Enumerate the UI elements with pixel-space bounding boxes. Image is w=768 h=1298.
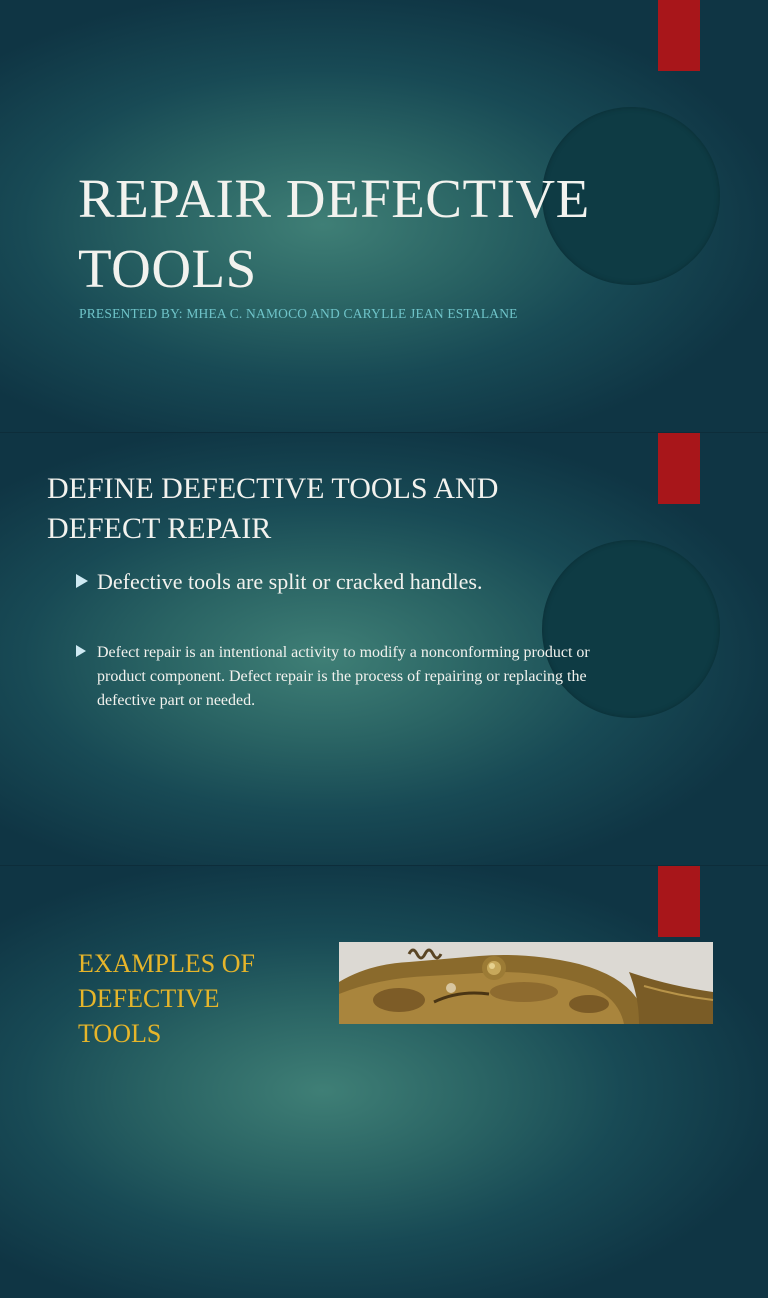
bullet-text: Defect repair is an intentional activity to modify a nonconforming product or product component. Defect repair is the process of repairing or replacing the defective part or needed. [97, 644, 590, 709]
bullet-item [76, 641, 617, 713]
presenters-subtitle: PRESENTED BY: MHEA C. NAMOCO AND CARYLLE JEAN ESTALANE [79, 306, 518, 321]
bullet-list [76, 567, 616, 713]
triangle-bullet-icon [76, 574, 88, 588]
bullet-text: Defective tools are split or cracked handles. [97, 569, 483, 594]
slide-title: REPAIR DEFECTIVE TOOLS [78, 168, 590, 299]
triangle-bullet-icon [76, 645, 86, 657]
slide-heading: DEFINE DEFECTIVE TOOLS AND DEFECT REPAIR [47, 472, 499, 545]
red-accent-bar [658, 433, 700, 504]
slide-2[interactable] [0, 433, 768, 865]
rusty-pliers-image [339, 942, 713, 1024]
red-accent-bar [658, 866, 700, 937]
slide-heading: EXAMPLES OF DEFECTIVE TOOLS [78, 949, 255, 1048]
slide-3[interactable] [0, 866, 768, 1298]
slide-1[interactable] [0, 0, 768, 432]
red-accent-bar [658, 0, 700, 71]
bullet-item [76, 567, 616, 597]
